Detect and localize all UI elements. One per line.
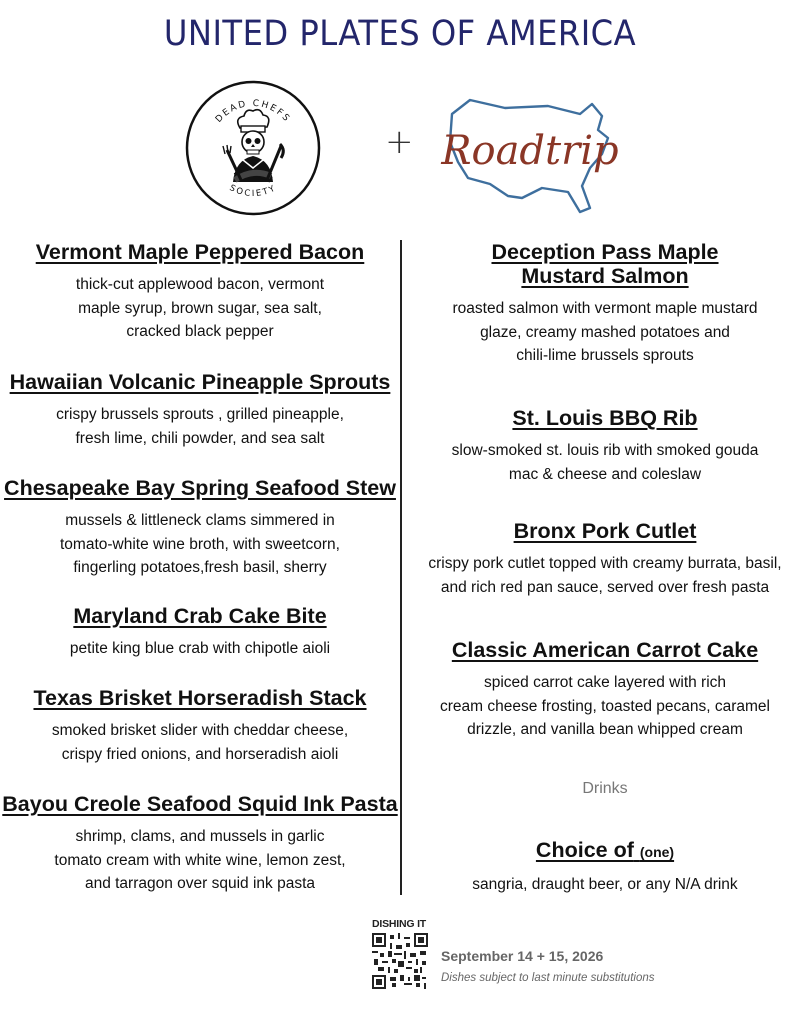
dish-item bbox=[405, 638, 800, 742]
dish-name: Deception Pass Maple Mustard Salmon bbox=[491, 240, 719, 288]
dish-description: petite king blue crab with chipotle aioli bbox=[69, 640, 331, 657]
dish-item bbox=[0, 792, 400, 896]
dead-chefs-society-logo bbox=[185, 80, 321, 216]
dish-name: Hawaiian Volcanic Pineapple Sprouts bbox=[9, 370, 391, 394]
dish-name: Chesapeake Bay Spring Seafood Stew bbox=[4, 476, 396, 500]
dish-name: Bronx Pork Cutlet bbox=[513, 519, 697, 543]
dish-description: spiced carrot cake layered with rich cream cheese frosting, toasted pecans, caramel drizzle, and vanilla bean whipped cream bbox=[440, 674, 770, 738]
dish-item bbox=[405, 519, 800, 599]
dish-description: crispy brussels sprouts , grilled pineapple, fresh lime, chili powder, and sea salt bbox=[56, 406, 344, 447]
dish-name: Maryland Crab Cake Bite bbox=[73, 604, 327, 628]
dish-item bbox=[0, 604, 400, 661]
event-date: September 14 + 15, 2026 bbox=[441, 948, 604, 964]
dish-description: slow-smoked st. louis rib with smoked gouda mac & cheese and coleslaw bbox=[451, 442, 759, 483]
dish-description: smoked brisket slider with cheddar cheese, crispy fried onions, and horseradish aioli bbox=[51, 722, 349, 763]
dish-item bbox=[0, 476, 400, 580]
qr-label: DISHING IT bbox=[372, 918, 427, 930]
drink-choice-description: sangria, draught beer, or any N/A drink bbox=[472, 876, 738, 893]
dish-name: Bayou Creole Seafood Squid Ink Pasta bbox=[2, 792, 398, 816]
dish-description: mussels & littleneck clams simmered in tomato-white wine broth, with sweetcorn, fingerling potatoes,fresh basil, sherry bbox=[60, 512, 340, 576]
dish-item bbox=[0, 240, 400, 344]
qr-code[interactable] bbox=[372, 933, 428, 989]
dish-description: shrimp, clams, and mussels in garlic tomato cream with white wine, lemon zest, and tarragon over squid ink pasta bbox=[54, 828, 346, 892]
drink-choice-item bbox=[405, 838, 800, 897]
dish-name: Texas Brisket Horseradish Stack bbox=[33, 686, 367, 710]
column-divider bbox=[400, 240, 402, 895]
drink-choice-label: Choice of bbox=[535, 838, 634, 862]
plus-sign: + bbox=[385, 122, 414, 162]
drink-choice-name bbox=[405, 838, 800, 864]
roadtrip-text: Roadtrip bbox=[441, 128, 619, 174]
dish-name: Classic American Carrot Cake bbox=[451, 638, 759, 662]
substitution-note: Dishes subject to last minute substitutions bbox=[441, 972, 655, 984]
dish-name: Vermont Maple Peppered Bacon bbox=[35, 240, 365, 264]
dish-item bbox=[405, 406, 800, 486]
dcs-bottom-text: SOCIETY bbox=[227, 183, 279, 200]
menu-title: UNITED PLATES OF AMERICA bbox=[163, 14, 637, 54]
dish-description: roasted salmon with vermont maple mustard glaze, creamy mashed potatoes and chili-lime brussels sprouts bbox=[452, 300, 758, 364]
svg-text:SOCIETY bbox=[228, 183, 279, 199]
dish-description: thick-cut applewood bacon, vermont maple syrup, brown sugar, sea salt, cracked black pepper bbox=[75, 276, 325, 340]
dcs-top-text: DEAD CHEFS bbox=[213, 98, 293, 125]
dish-item bbox=[0, 686, 400, 766]
drink-choice-qualifier: (one) bbox=[639, 844, 675, 860]
drinks-section-label: Drinks bbox=[582, 780, 628, 797]
dish-name: St. Louis BBQ Rib bbox=[512, 406, 698, 430]
dish-item bbox=[0, 370, 400, 450]
roadtrip-logo bbox=[430, 92, 630, 217]
dish-item bbox=[405, 240, 800, 368]
dish-description: crispy pork cutlet topped with creamy burrata, basil, and rich red pan sauce, served over fresh pasta bbox=[428, 555, 782, 596]
